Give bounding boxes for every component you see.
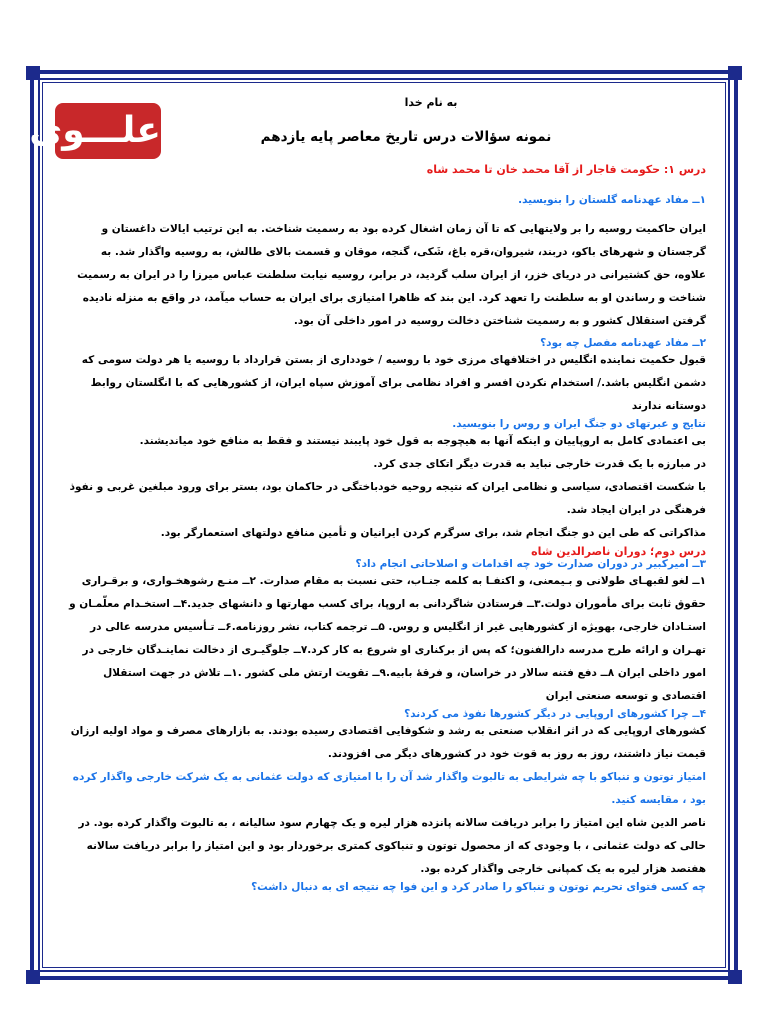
bismillah-heading: به نام خدا [404, 96, 458, 109]
frame-corner-bottom-right [728, 970, 742, 984]
lesson1-answer-3-item: بی اعتمادی کامل به اروپاییان و اینکه آنها به هیچوجه به قول خود پایبند نیستند و فقط به منافع خود میاندیشند. [139, 435, 706, 447]
lesson2-question-3: ۳ــ امیرکبیر در دوران صدارت خود چه اقدامات و اصلاحاتی انجام داد؟ [355, 558, 706, 570]
lesson1-answer-3-item: مذاکراتی که طی این دو جنگ انجام شد، برای سرگرم کردن ایرانیان و تأمین منافع دولتهای استعمارگر بود. [160, 527, 706, 539]
lesson1-answer-1: ایران حاکمیت روسیه را بر ولایتهایی که تا آن زمان اشغال کرده بود به رسمیت شناخت. به این ترتیب ایالات داغستان و گرجستان و شهرهای باکو، دربند، شیروان،قره باغ، شَکی، گنجه، موقان و قسمت بالای طالش، به روسیه واگذار شد. به علاوه، حق کشتیرانی در دریای خزر، از ایران سلب گردید، در برابر، روسیه نیابت سلطنت عباس میرزا را در ایران به رسمیت شناخت و رساندن او به سلطنت را تعهد کرد. این بند که ظاهرا امتیازی برای ایران به حساب میآمد، در واقع به منزله نادیده گرفتن استقلال کشور و به رسمیت شناختن دخالت روسیه در امور داخلی آن بود. [77, 223, 706, 327]
lesson2-question-5: امتیاز توتون و تنباکو با چه شرایطی به تالبوت واگذار شد آن را با امتیازی که دولت عثمانی به یک شرکت خارجی واگذار کرده بود ، مقایسه کنید. [72, 771, 706, 806]
lesson1-question-3: نتایج و عبرتهای دو جنگ ایران و روس را بنویسید. [452, 418, 706, 430]
lesson2-answer-4: کشورهای اروپایی که در اثر انقلاب صنعتی به رشد و شکوفایی اقتصادی رسیده بودند. به بازارهای مصرف و مواد اولیه ارزان قیمت نیاز داشتند، روز به روز به قوت خود در کشورهای دیگر می افزودند. [70, 725, 706, 760]
lesson1-answer-2: قبول حکمیت نماینده انگلیس در اختلافهای مرزی خود با روسیه / خودداری از بستن قرارداد با روسیه یا هر دولت سومی که دشمن انگلیس باشد./ استخدام نکردن افسر و افراد نظامی برای آموزش سپاه ایران، از کشورهایی که با انگلستان روابط دوستانه ندارند [81, 354, 706, 412]
page-title: نمونه سؤالات درس تاریخ معاصر پایه یازدهم [260, 129, 552, 145]
frame-corner-top-left [26, 66, 40, 80]
lesson1-answer-3-item: با شکست اقتصادی، سیاسی و نظامی ایران که نتیجه روحیه خودباختگی در حاکمان بود، بستر برای ورود مبلغین غربی و نفوذ فرهنگی در ایران ایجاد شد. [69, 481, 706, 516]
lesson1-answer-3-item: در مبارزه با یک قدرت خارجی نباید به قدرت دیگر اتکای جدی کرد. [373, 458, 706, 470]
alavi-logo: علـــوی [55, 103, 161, 159]
frame-corner-bottom-left [26, 970, 40, 984]
document-content [66, 92, 706, 962]
lesson1-question-1: ۱ــ مفاد عهدنامه گلستان را بنویسید. [518, 194, 706, 206]
lesson2-title: درس دوم؛ دوران ناصرالدین شاه [531, 545, 706, 558]
lesson2-answer-5: ناصر الدین شاه این امتیاز را برابر دریافت سالانه پانزده هزار لیره و یک چهارم سود سالیانه ، به تالبوت واگذار کرده بود. در حالی که دولت عثمانی ، با وجودی که از محصول توتون و تنباکوی کمتری برخوردار بود و این امتیاز را برابر دریافت سالانه هفتصد هزار لیره به یک کمپانی خارجی واگذار کرده بود. [78, 817, 706, 875]
lesson1-question-2: ۲ــ مفاد عهدنامه مفصل چه بود؟ [540, 337, 706, 349]
lesson1-title: درس ۱: حکومت قاجار از آقا محمد خان تا محمد شاه [426, 163, 706, 176]
frame-corner-top-right [728, 66, 742, 80]
lesson2-answer-3: ۱ــ لغو لقبهـای طولانی و بـیمعنی، و اکتفـا به کلمه جنـاب، حتی نسبت به مقام صدارت. ۲ــ منـع رشوهخـواری، و برقـراری حقوق ثابت برای مأموران دولت.۳ــ فرستادن شاگردانی به اروپا، برای کسب مهارتها و دانشهای جدید.۴ــ استخـدام معلّمـان و استـادان خارجی، بهویژه از کشورهایی غیر از انگلیس و روس. ۵ــ ترجمه کتاب، نشر روزنامه.۶ــ تـأسیس مدرسه عالی در تهـران و ارائه طرح مدرسه دارالفنون؛ که پس از برکناری او شروع به کار کرد.۷ــ جلوگیـری از دخالت نماینـدگان خارجی در امور داخلی ایران ۸ــ دفع فتنه سالار در خراسان، و فرقهٔ بابیه.۹ــ تقویت ارتش ملی کشور .۱ــ تلاش در جهت استقلال اقتصادی و توسعه صنعتی ایران [69, 575, 706, 702]
lesson2-question-4: ۴ــ چرا کشورهای اروپایی در دیگر کشورها نفوذ می کردند؟ [404, 708, 706, 720]
lesson2-question-6: چه کسی فتوای تحریم توتون و تنباکو را صادر کرد و این فوا چه نتیجه ای به دنبال داشت؟ [251, 881, 706, 893]
